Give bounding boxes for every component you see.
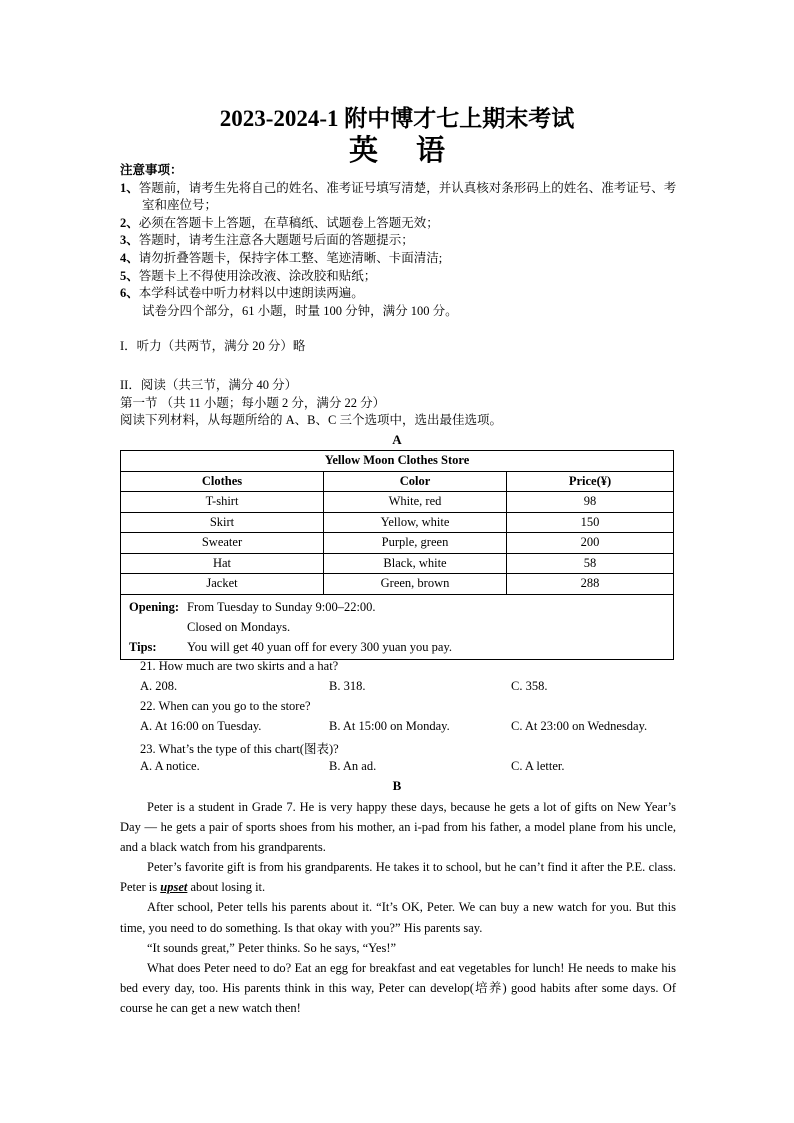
note-number: 3、 [120,233,139,248]
note-text: 本学科试卷中听力材料以中速朗读两遍。 [138,286,364,301]
option-a: A. A notice. [140,759,200,773]
table-cell: 150 [507,512,674,533]
paragraph-text: about losing it. [187,880,266,895]
option-a: A. 208. [140,679,178,693]
opening-hours: From Tuesday to Sunday 9:00–22:00. [187,599,376,614]
tips-text: You will get 40 yuan off for every 300 yuan you pay. [187,639,453,654]
table-row [121,533,674,554]
note-text: 答题卡上不得使用涂改液、涂改胶和贴纸； [138,268,377,283]
option-b: B. An ad. [329,759,377,773]
column-header: Price(¥) [507,471,674,492]
store-table [120,450,674,660]
note-number: 4、 [120,250,139,265]
column-header: Color [324,471,507,492]
note-item [120,285,680,303]
table-row [121,574,674,595]
note-item [120,232,680,250]
note-text: 答题前，请考生先将自己的姓名、准考证号填写清楚，并认真核对条形码上的姓名、准考证号、考室和座位号； [138,180,677,213]
table-cell: Yellow, white [324,512,507,533]
note-text: 答题时，请考生注意各大题题号后面的答题提示； [138,233,414,248]
table-cell: Green, brown [324,574,507,595]
table-row [121,492,674,513]
note-item [120,215,680,233]
passage-b-text [120,797,676,1018]
closed-day: Closed on Mondays. [187,619,291,634]
tips-label: Tips: [129,639,157,654]
table-cell: Skirt [121,512,324,533]
table-cell: 288 [507,574,674,595]
notes-summary: 试卷分四个部分，61 小题，时量 100 分钟，满分 100 分。 [142,303,458,318]
paragraph: After school, Peter tells his parents about it. “It’s OK, Peter. We can buy a new watch for you. But this time, you need to do something. Is that okay with you?” His parents say. [120,900,676,935]
notes-section [120,162,680,320]
table-cell: Sweater [121,533,324,554]
note-number: 6、 [120,286,139,301]
table-cell: Jacket [121,574,324,595]
option-a: A. At 16:00 on Tuesday. [140,719,262,733]
column-header: Clothes [121,471,324,492]
notes-heading: 注意事项： [120,163,183,177]
paragraph: Peter is a student in Grade 7. He is very happy these days, because he gets a lot of gifts on New Year’s Day — he gets a pair of sports shoes from his mother, an i-pad from his father, a model plane from his uncle, and a black watch from his grandparents. [120,800,676,855]
option-c: C. A letter. [511,759,565,773]
note-item [120,180,680,215]
passage-b-label: B [392,778,402,793]
note-item [120,268,680,286]
question-21: 21. How much are two skirts and a hat? [140,659,339,673]
table-cell: 98 [507,492,674,513]
table-cell: White, red [324,492,507,513]
underlined-word: upset [160,880,188,895]
table-cell: Black, white [324,553,507,574]
table-row [121,512,674,533]
option-b: B. 318. [329,679,366,693]
part2-heading: II．阅读（共三节，满分 40 分） [120,378,298,392]
passage-a-label: A [392,432,402,447]
table-cell: 58 [507,553,674,574]
note-number: 2、 [120,215,139,230]
option-c: C. 358. [511,679,548,693]
note-item [120,250,680,268]
table-cell: Hat [121,553,324,574]
paragraph-text: Peter’s favorite gift is from his grandparents. He takes it to school, but he can’t find it after the P.E. class. Peter is [120,860,676,895]
note-number: 5、 [120,268,139,283]
note-text: 必须在答题卡上答题，在草稿纸、试题卷上答题无效； [138,215,439,230]
table-cell: 200 [507,533,674,554]
table-cell: Purple, green [324,533,507,554]
reading-instruction: 阅读下列材料，从每题所给的 A、B、C 三个选项中，选出最佳选项。 [120,413,502,427]
note-text: 请勿折叠答题卡，保持字体工整、笔迹清晰、卡面清洁; [138,250,443,265]
table-cell: T-shirt [121,492,324,513]
table-title: Yellow Moon Clothes Store [121,451,674,472]
paragraph: “It sounds great,” Peter thinks. So he says, “Yes!” [147,940,397,955]
question-23: 23. What’s the type of this chart(图表)? [140,742,339,756]
paragraph [120,857,676,897]
section1-heading: 第一节 （共 11 小题；每小题 2 分，满分 22 分） [120,396,386,410]
paragraph: What does Peter need to do? Eat an egg for breakfast and eat vegetables for lunch! He needs to make his bed every day, too. His parents think in this way, Peter can develop(培养) good habits after some days. Of course he can get a new watch then! [120,960,676,1015]
table-row [121,553,674,574]
part1-heading: I．听力（共两节，满分 20 分）略 [120,339,306,353]
question-22: 22. When can you go to the store? [140,699,311,713]
subject-title: 英语 [348,135,483,167]
option-c: C. At 23:00 on Wednesday. [511,719,648,733]
opening-label: Opening: [129,599,180,614]
note-number: 1、 [120,180,139,195]
option-b: B. At 15:00 on Monday. [329,719,450,733]
store-info [121,594,674,659]
exam-title: 2023-2024-1 附中博才七上期末考试 [219,106,575,131]
